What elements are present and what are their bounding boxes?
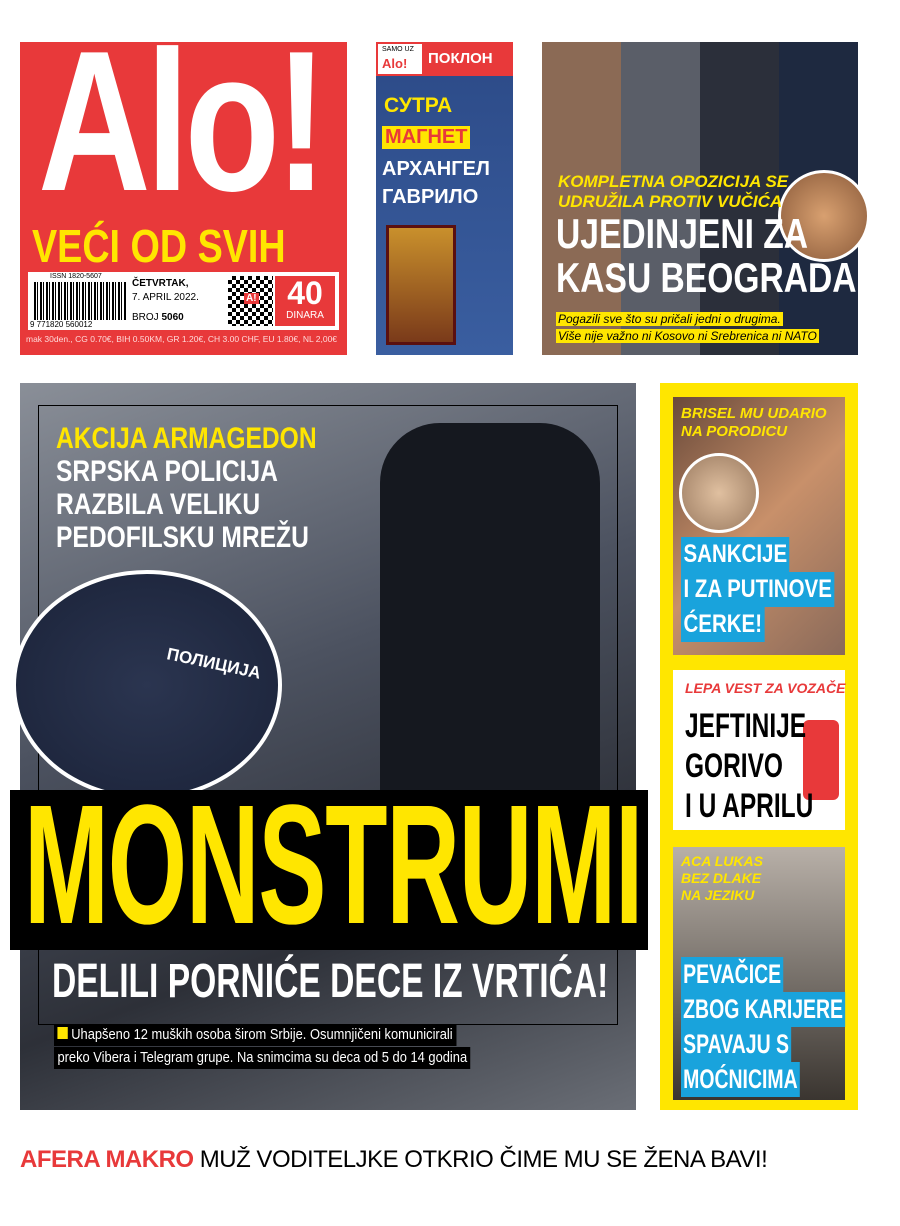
gift-item: МАГНЕТ — [382, 126, 470, 149]
day: ČETVRTAK, — [132, 278, 189, 289]
date: 7. APRIL 2022. — [132, 292, 199, 303]
currency: DINARA — [286, 310, 324, 321]
police-text: ПОЛИЦИЈА — [165, 644, 263, 683]
gift-promo — [376, 42, 513, 355]
side1-headline: SANKCIJE I ZA PUTINOVE ĆERKE! — [681, 537, 834, 642]
logo: Alo! — [38, 10, 323, 233]
inset-portrait — [679, 453, 759, 533]
main-subhead: DELILI PORNIĆE DECE IZ VRTIĆA! — [52, 955, 609, 1008]
issue-label: BROJ — [132, 312, 159, 323]
side-column — [660, 383, 858, 1110]
main-body-2: preko Vibera i Telegram grupe. Na snimcima su deca od 5 do 14 godina — [54, 1047, 471, 1069]
side2-kicker: LEPA VEST ZA VOZAČE — [685, 680, 846, 696]
main-body-1: Uhapšeno 12 muških osoba širom Srbije. Osumnjičeni komunicirali — [54, 1024, 456, 1046]
headline-box — [10, 770, 648, 960]
price: 40 — [287, 275, 323, 311]
side3-kicker: ACA LUKAS BEZ DLAKE NA JEZIKU — [681, 853, 763, 903]
barcode — [34, 282, 126, 320]
slogan: VEĆI OD SVIH — [32, 220, 286, 272]
side-story-1 — [673, 397, 845, 655]
top-headline-2: KASU BEOGRADA — [556, 254, 857, 301]
top-sub-1: Pogazili sve što su pričali jedni o drugima. — [558, 312, 781, 326]
gift-name-1: АРХАНГЕЛ — [382, 158, 490, 180]
foreign-prices: mak 30den., CG 0.70€, BIH 0.50KM, GR 1.20€, CH 3.00 CHF, EU 1.80€, NL 2,00€ — [26, 334, 338, 344]
archangel-icon-image — [386, 225, 456, 345]
side-story-3 — [673, 847, 845, 1100]
main-line-1: SRPSKA POLICIJA — [56, 455, 278, 488]
issue-number: 5060 — [161, 312, 184, 323]
issn: ISSN 1820-5607 — [50, 273, 102, 280]
arrest-inset-photo — [12, 570, 282, 800]
price-box — [273, 274, 337, 328]
barcode-number: 9 771820 560012 — [30, 320, 93, 329]
gift-name-2: ГАВРИЛО — [382, 186, 479, 208]
main-line-2: RAZBILA VELIKU — [56, 488, 261, 521]
top-kicker-1: KOMPLETNA OPOZICIJA SE — [558, 172, 789, 191]
side3-headline: PEVAČICE ZBOG KARIJERE SPAVAJU S MOĆNICIMA — [681, 957, 845, 1097]
gift-brand: Alo! — [382, 56, 408, 71]
police-officer-photo — [380, 423, 600, 823]
qr-code — [228, 276, 278, 326]
side-story-2 — [673, 670, 845, 830]
side1-kicker-1: BRISEL MU UDARIO — [681, 405, 827, 422]
gift-tomorrow: СУТРА — [384, 94, 453, 117]
side1-kicker-2: NA PORODICU — [681, 423, 788, 440]
qr-badge: A! — [246, 293, 257, 304]
masthead — [20, 10, 347, 355]
top-story — [542, 42, 858, 355]
bottom-story — [20, 1140, 880, 1180]
main-kicker: AKCIJA ARMAGEDON — [56, 422, 317, 455]
bottom-kicker: AFERA MAKRO — [20, 1146, 194, 1173]
bottom-headline: MUŽ VODITELJKE OTKRIO ČIME MU SE ŽENA BAVI! — [199, 1146, 768, 1173]
gift-label: ПОКЛОН — [428, 50, 493, 67]
main-line-3: PEDOFILSKU MREŽU — [56, 521, 309, 554]
issue — [132, 312, 184, 323]
only-with: SAMO UZ — [382, 46, 414, 53]
gift-header — [376, 42, 513, 76]
top-sub-2: Više nije važno ni Kosovo ni Srebrenica ni NATO — [558, 329, 817, 343]
top-headline-1: UJEDINJENI ZA — [556, 210, 809, 257]
top-kicker-2: UDRUŽILA PROTIV VUČIĆA — [558, 192, 783, 211]
main-headline: MONSTRUMI — [24, 770, 643, 960]
side2-headline: JEFTINIJE GORIVO I U APRILU — [685, 707, 814, 825]
